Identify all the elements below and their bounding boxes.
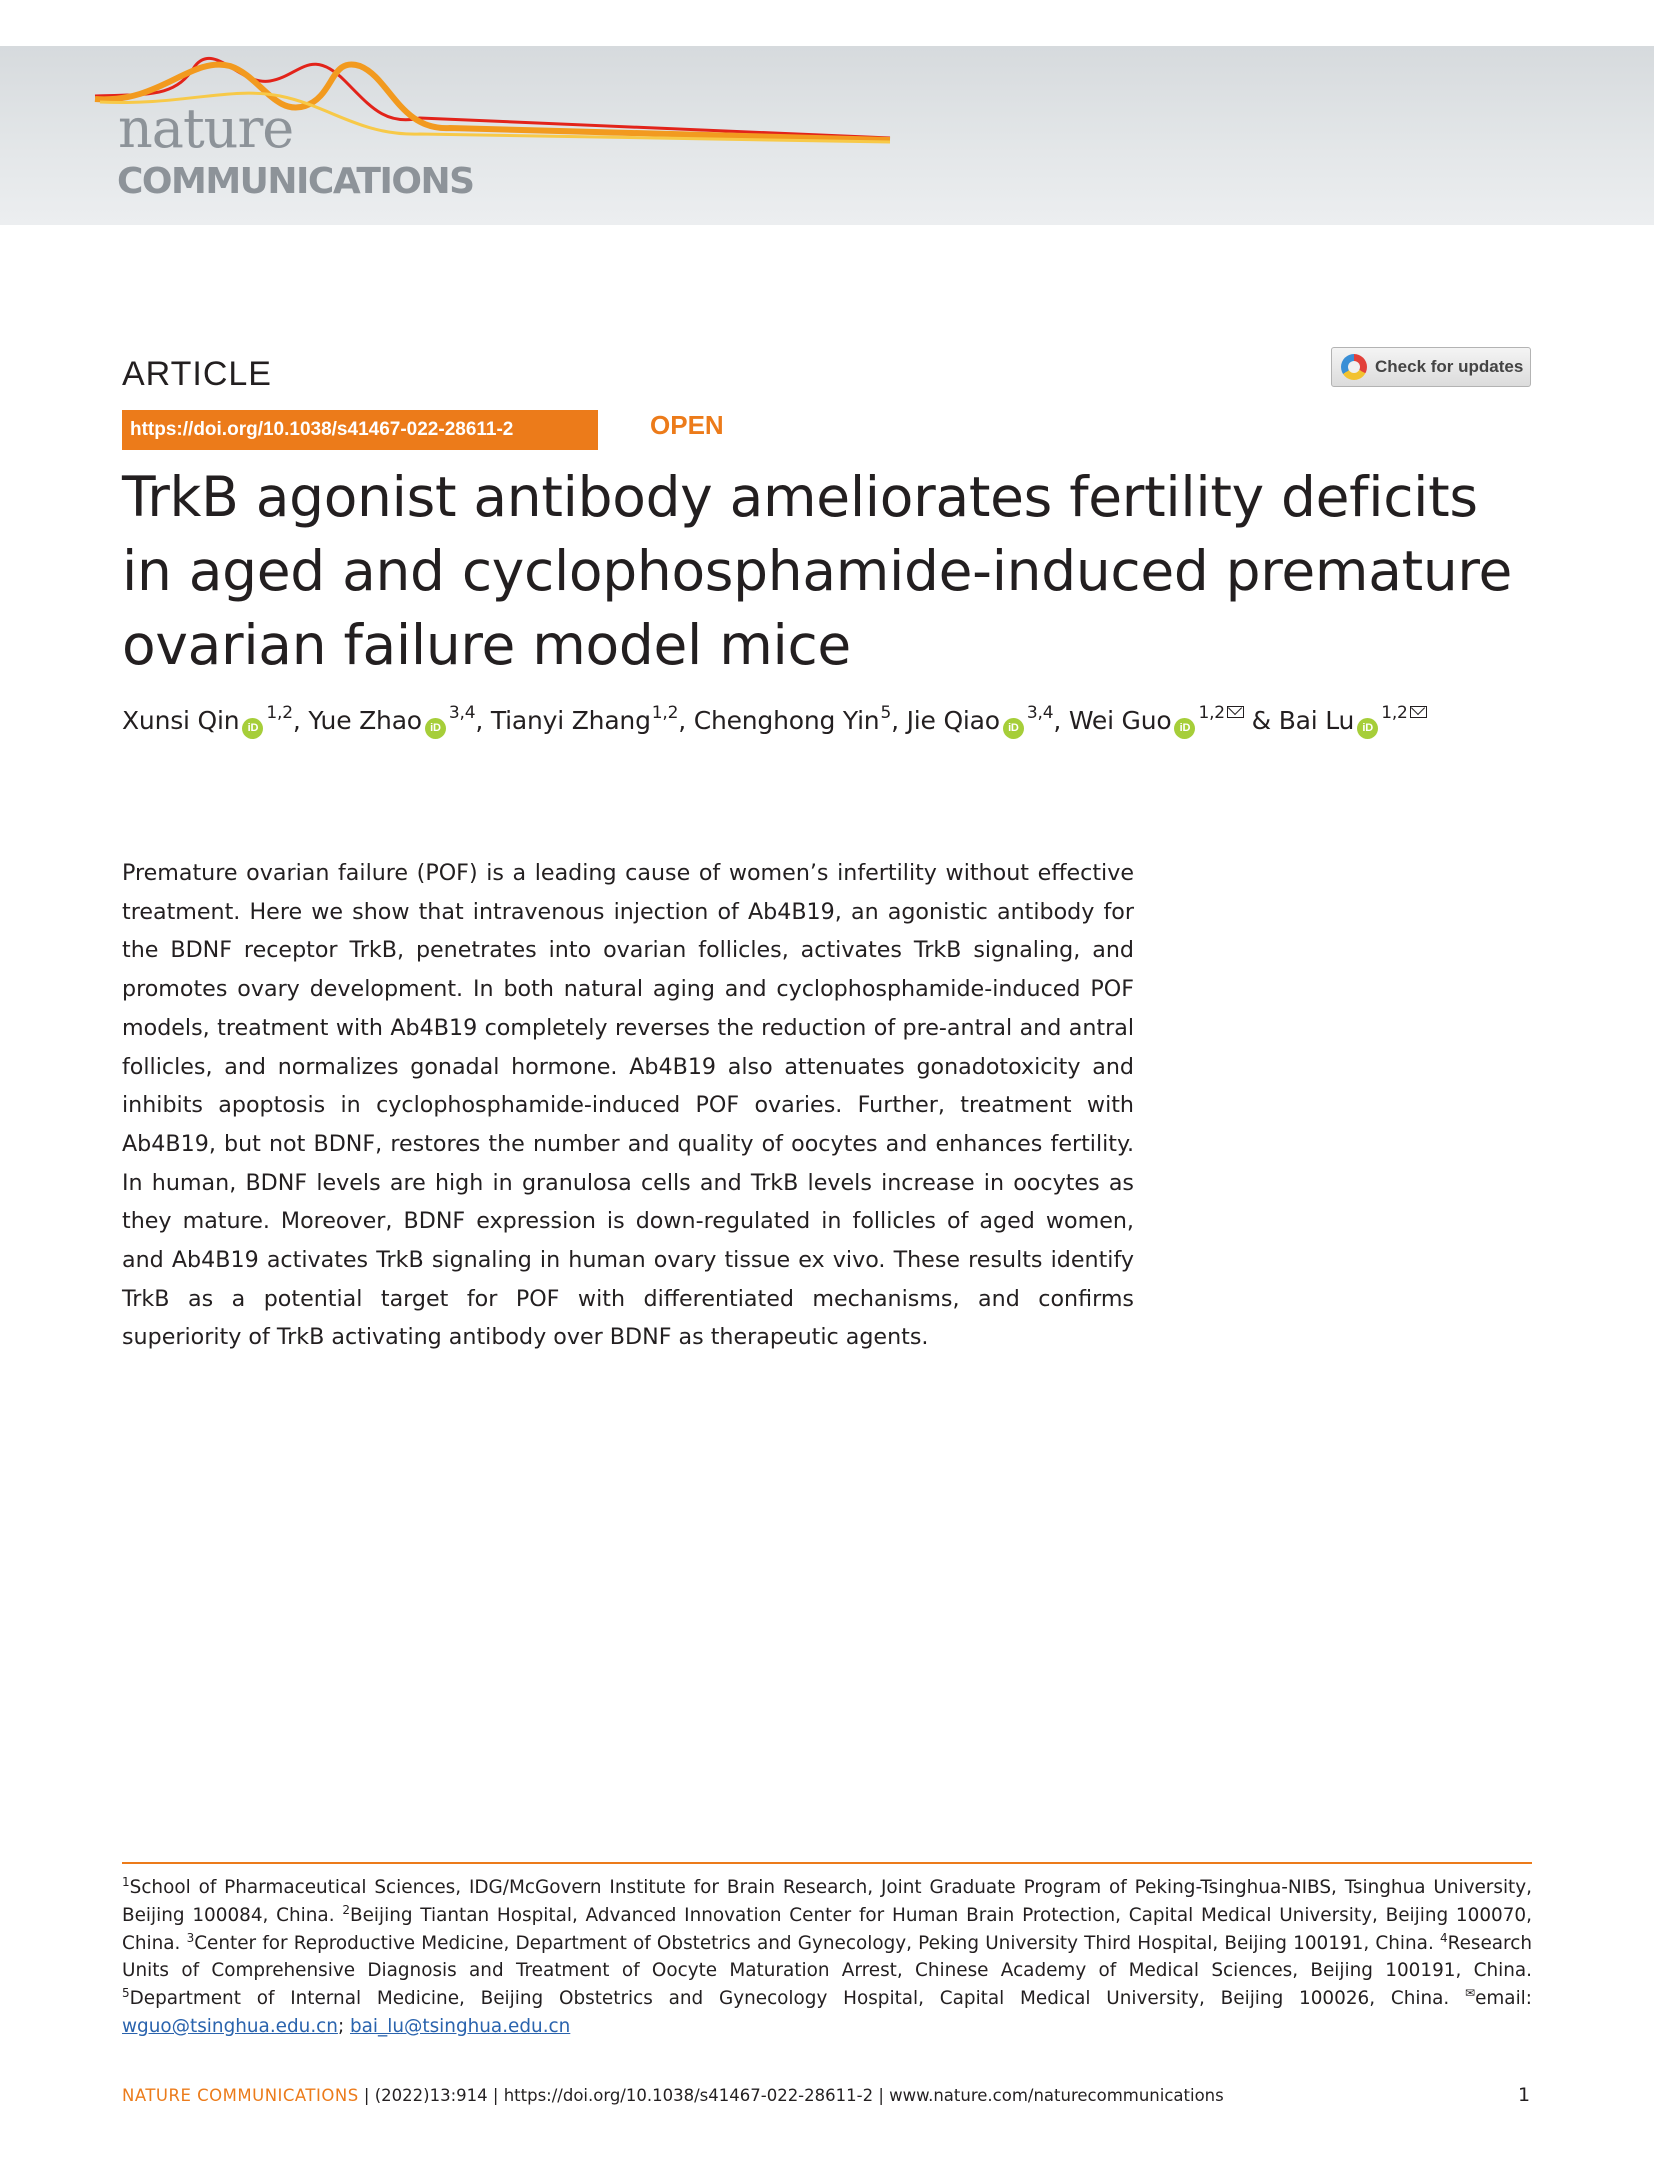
check-for-updates-button[interactable] bbox=[1331, 347, 1531, 387]
doi-link[interactable]: https://doi.org/10.1038/s41467-022-28611-2 bbox=[122, 410, 598, 450]
affiliation-text: Beijing Tiantan Hospital, Advanced Innovation Center for Human Brain Protection, Capital Medical University, Beijing 100070, China. bbox=[122, 1904, 1532, 1954]
affiliation-number: 3 bbox=[186, 1930, 195, 1945]
author-separator: , bbox=[292, 706, 309, 735]
abstract: Premature ovarian failure (POF) is a leading cause of women’s infertility without effective treatment. Here we show that intravenous injection of Ab4B19, an agonistic antibody for the BDNF receptor TrkB, penetrates into ovarian follicles, activates TrkB signaling, and promotes ovary development. In both natural aging and cyclophosphamide-induced POF models, treatment with Ab4B19 completely reverses the reduction of pre-antral and antral follicles, and normalizes gonadal hormone. Ab4B19 also attenuates gonadotoxicity and inhibits apoptosis in cyclophosphamide-induced POF ovaries. Further, treatment with Ab4B19, but not BDNF, restores the number and quality of oocytes and enhances fertility. In human, BDNF levels are high in granulosa cells and TrkB levels increase in oocytes as they mature. Moreover, BDNF expression is down-regulated in follicles of aged women, and Ab4B19 activates TrkB signaling in human ovary tissue ex vivo. These results identify TrkB as a potential target for POF with differentiated mechanisms, and confirms superiority of TrkB activating antibody over BDNF as therapeutic agents. bbox=[122, 860, 1134, 1351]
author-separator: & bbox=[1243, 706, 1279, 735]
article-type-label: ARTICLE bbox=[122, 355, 272, 393]
affiliations bbox=[122, 1874, 1532, 2041]
envelope-icon: ✉ bbox=[1465, 1986, 1476, 2001]
orcid-icon[interactable]: iD bbox=[1357, 718, 1378, 739]
envelope-icon[interactable] bbox=[1410, 706, 1427, 718]
check-for-updates-label: Check for updates bbox=[1375, 357, 1524, 376]
orcid-icon[interactable]: iD bbox=[425, 718, 446, 739]
affiliation-text: Research Units of Comprehensive Diagnosis and Treatment of Oocyte Maturation Arrest, Chinese Academy of Medical Sciences, Beijing 100191, China. bbox=[122, 1932, 1532, 1982]
page-footer bbox=[122, 2086, 1532, 2105]
orcid-icon[interactable]: iD bbox=[1003, 718, 1024, 739]
author-name[interactable]: Xunsi Qin bbox=[122, 706, 240, 735]
envelope-icon[interactable] bbox=[1227, 706, 1244, 718]
logo-communications-text: COMMUNICATIONS bbox=[117, 161, 474, 202]
crossmark-icon bbox=[1341, 354, 1367, 380]
affiliation-number: 4 bbox=[1439, 1930, 1448, 1945]
author-affiliation-marker: 3,4 bbox=[1026, 703, 1054, 723]
author-affiliation-marker: 5 bbox=[880, 703, 892, 723]
article-title: TrkB agonist antibody ameliorates fertility deficits in aged and cyclophosphamide-induced premature ovarian failure model mice bbox=[122, 465, 1513, 677]
email-link-wguo[interactable]: wguo@tsinghua.edu.cn bbox=[122, 2015, 338, 2037]
author-name[interactable]: Yue Zhao bbox=[308, 706, 422, 735]
author-name[interactable]: Bai Lu bbox=[1278, 706, 1355, 735]
email-label: email: bbox=[1475, 1988, 1532, 2010]
affiliation-number: 1 bbox=[122, 1875, 130, 1889]
orcid-icon[interactable]: iD bbox=[1174, 718, 1195, 739]
author-affiliation-marker: 3,4 bbox=[448, 703, 476, 723]
author-affiliation-marker: 1,2 bbox=[651, 703, 679, 723]
footer-citation: | (2022)13:914 | https://doi.org/10.1038/s41467-022-28611-2 | www.nature.com/naturecommunications bbox=[358, 2086, 1224, 2105]
author-name[interactable]: Tianyi Zhang bbox=[490, 706, 651, 735]
affiliation-text: Center for Reproductive Medicine, Department of Obstetrics and Gynecology, Peking University Third Hospital, Beijing 100191, China. bbox=[194, 1932, 1440, 1954]
footer-journal-name: NATURE COMMUNICATIONS bbox=[122, 2086, 359, 2105]
author-affiliation-marker: 1,2 bbox=[1198, 703, 1225, 723]
author-list bbox=[122, 703, 1542, 739]
open-access-badge: OPEN bbox=[650, 410, 724, 440]
author-separator: , bbox=[891, 706, 907, 735]
author-name[interactable]: Chenghong Yin bbox=[693, 706, 880, 735]
author-separator: , bbox=[1053, 706, 1069, 735]
journal-banner bbox=[0, 46, 1654, 225]
affiliations-divider bbox=[122, 1862, 1532, 1864]
email-link-bailu[interactable]: bai_lu@tsinghua.edu.cn bbox=[349, 2015, 571, 2037]
author-affiliation-marker: 1,2 bbox=[266, 703, 293, 723]
affiliation-number: 2 bbox=[342, 1902, 350, 1917]
author-separator: , bbox=[678, 706, 694, 735]
affiliation-text: Department of Internal Medicine, Beijing Obstetrics and Gynecology Hospital, Capital Medical University, Beijing 100026, China. bbox=[129, 1988, 1466, 2010]
logo-nature-text: nature bbox=[118, 97, 294, 160]
affiliation-number: 5 bbox=[122, 1986, 130, 2001]
author-name[interactable]: Jie Qiao bbox=[906, 706, 1000, 735]
author-affiliation-marker: 1,2 bbox=[1381, 703, 1408, 723]
page-number: 1 bbox=[1518, 2084, 1531, 2106]
orcid-icon[interactable]: iD bbox=[242, 718, 263, 739]
affiliation-text: School of Pharmaceutical Sciences, IDG/McGovern Institute for Brain Research, Joint Graduate Program of Peking-Tsinghua-NIBS, Tsinghua University, Beijing 100084, China. bbox=[122, 1877, 1532, 1926]
author-name[interactable]: Wei Guo bbox=[1068, 706, 1172, 735]
email-separator: ; bbox=[337, 2015, 350, 2037]
author-separator: , bbox=[475, 706, 491, 735]
